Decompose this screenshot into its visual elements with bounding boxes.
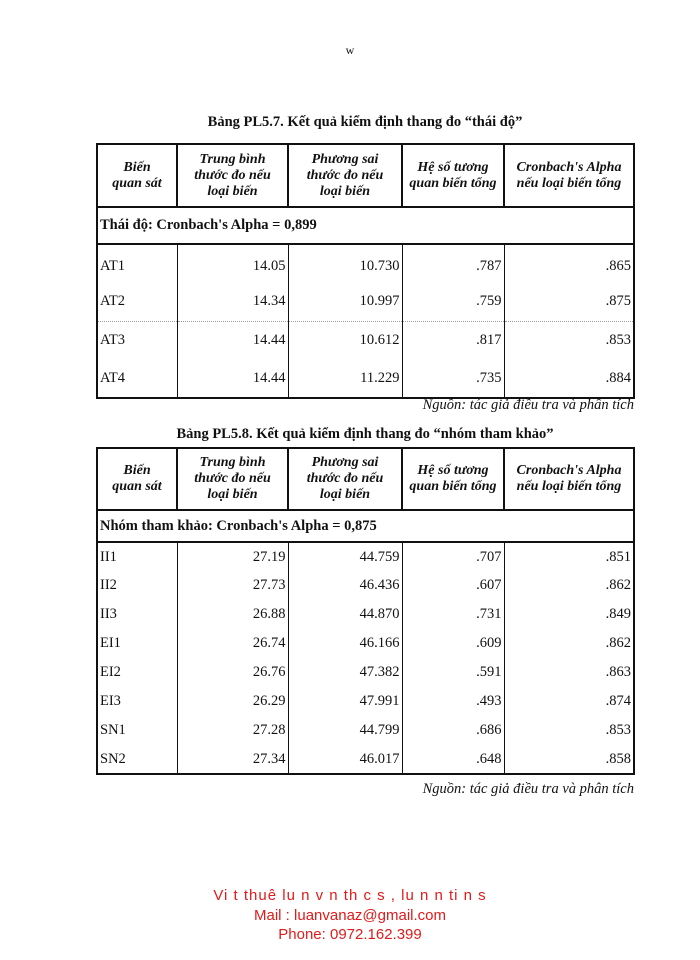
correlation-cell: .686: [402, 716, 504, 745]
table2-source: Nguồn: tác giả điều tra và phân tích: [422, 781, 634, 797]
mean-cell: 26.74: [177, 629, 288, 658]
header-scale-mean: Trung bình thước đo nếu loại biến: [177, 144, 288, 207]
table2: [96, 447, 635, 775]
header-variable: Biến quan sát: [97, 144, 177, 207]
alpha-cell: .853: [504, 321, 634, 360]
correlation-cell: .493: [402, 687, 504, 716]
variable-cell: SN1: [97, 716, 177, 745]
variance-cell: 10.612: [288, 321, 402, 360]
header-item-total-correlation: Hệ số tương quan biến tổng: [402, 448, 504, 510]
variance-cell: 46.436: [288, 571, 402, 600]
mean-cell: 27.28: [177, 716, 288, 745]
variance-cell: 44.759: [288, 542, 402, 571]
correlation-cell: .609: [402, 629, 504, 658]
mean-cell: 26.76: [177, 658, 288, 687]
table-row: [97, 687, 634, 716]
variance-cell: 10.730: [288, 244, 402, 283]
variable-cell: SN2: [97, 745, 177, 774]
mean-cell: 27.73: [177, 571, 288, 600]
variance-cell: 46.166: [288, 629, 402, 658]
table-row: [97, 542, 634, 571]
footer-phone: Phone: 0972.162.399: [278, 926, 422, 943]
variance-cell: 44.799: [288, 716, 402, 745]
header-alpha-if-deleted: Cronbach's Alpha nếu loại biến tổng: [504, 144, 634, 207]
correlation-cell: .817: [402, 321, 504, 360]
variance-cell: 11.229: [288, 360, 402, 399]
correlation-cell: .735: [402, 360, 504, 399]
page-header: w: [345, 43, 355, 57]
variance-cell: 47.382: [288, 658, 402, 687]
footer-mail: Mail : luanvanaz@gmail.com: [254, 907, 446, 924]
alpha-cell: .849: [504, 600, 634, 629]
table-row: [97, 283, 634, 322]
table-row: [97, 571, 634, 600]
alpha-cell: .863: [504, 658, 634, 687]
variable-cell: EI1: [97, 629, 177, 658]
alpha-cell: .875: [504, 283, 634, 322]
correlation-cell: .759: [402, 283, 504, 322]
footer-service-line: Vi t thuê lu n v n th c s , lu n n ti n s: [213, 887, 487, 904]
table-row: [97, 716, 634, 745]
table-row: [97, 658, 634, 687]
table-row: [97, 600, 634, 629]
variable-cell: AT4: [97, 360, 177, 399]
variable-cell: II1: [97, 542, 177, 571]
table-row: [97, 321, 634, 360]
variable-cell: EI2: [97, 658, 177, 687]
mean-cell: 26.88: [177, 600, 288, 629]
table-row: [97, 629, 634, 658]
mean-cell: 27.34: [177, 745, 288, 774]
mean-cell: 14.34: [177, 283, 288, 322]
mean-cell: 14.05: [177, 244, 288, 283]
alpha-cell: .862: [504, 571, 634, 600]
variable-cell: II2: [97, 571, 177, 600]
table-row: [97, 360, 634, 399]
variable-cell: EI3: [97, 687, 177, 716]
alpha-cell: .884: [504, 360, 634, 399]
variable-cell: II3: [97, 600, 177, 629]
alpha-cell: .858: [504, 745, 634, 774]
mean-cell: 27.19: [177, 542, 288, 571]
header-scale-variance: Phương sai thước đo nếu loại biến: [288, 448, 402, 510]
mean-cell: 26.29: [177, 687, 288, 716]
table1-caption: Bảng PL5.7. Kết quả kiểm định thang đo “thái độ”: [207, 114, 523, 130]
table-row: [97, 745, 634, 774]
header-variable: Biến quan sát: [97, 448, 177, 510]
table1-group-row: [97, 207, 634, 244]
correlation-cell: .731: [402, 600, 504, 629]
table2-caption: Bảng PL5.8. Kết quả kiểm định thang đo “nhóm tham khảo”: [176, 426, 554, 442]
group-label: Nhóm tham khảo: Cronbach's Alpha = 0,875: [97, 510, 634, 542]
table2-group-row: [97, 510, 634, 542]
header-scale-mean: Trung bình thước đo nếu loại biến: [177, 448, 288, 510]
variance-cell: 10.997: [288, 283, 402, 322]
variance-cell: 46.017: [288, 745, 402, 774]
alpha-cell: .862: [504, 629, 634, 658]
alpha-cell: .865: [504, 244, 634, 283]
alpha-cell: .874: [504, 687, 634, 716]
table2-header-row: [97, 448, 634, 510]
alpha-cell: .851: [504, 542, 634, 571]
correlation-cell: .787: [402, 244, 504, 283]
mean-cell: 14.44: [177, 360, 288, 399]
variance-cell: 47.991: [288, 687, 402, 716]
header-scale-variance: Phương sai thước đo nếu loại biến: [288, 144, 402, 207]
variable-cell: AT2: [97, 283, 177, 322]
header-alpha-if-deleted: Cronbach's Alpha nếu loại biến tổng: [504, 448, 634, 510]
correlation-cell: .607: [402, 571, 504, 600]
table1-header-row: [97, 144, 634, 207]
table-row: [97, 244, 634, 283]
variance-cell: 44.870: [288, 600, 402, 629]
group-label: Thái độ: Cronbach's Alpha = 0,899: [97, 207, 634, 244]
correlation-cell: .591: [402, 658, 504, 687]
correlation-cell: .648: [402, 745, 504, 774]
variable-cell: AT3: [97, 321, 177, 360]
correlation-cell: .707: [402, 542, 504, 571]
alpha-cell: .853: [504, 716, 634, 745]
header-item-total-correlation: Hệ số tương quan biến tổng: [402, 144, 504, 207]
table1-source: Nguồn: tác giả điều tra và phân tích: [422, 397, 634, 413]
variable-cell: AT1: [97, 244, 177, 283]
table1: [96, 143, 635, 399]
mean-cell: 14.44: [177, 321, 288, 360]
